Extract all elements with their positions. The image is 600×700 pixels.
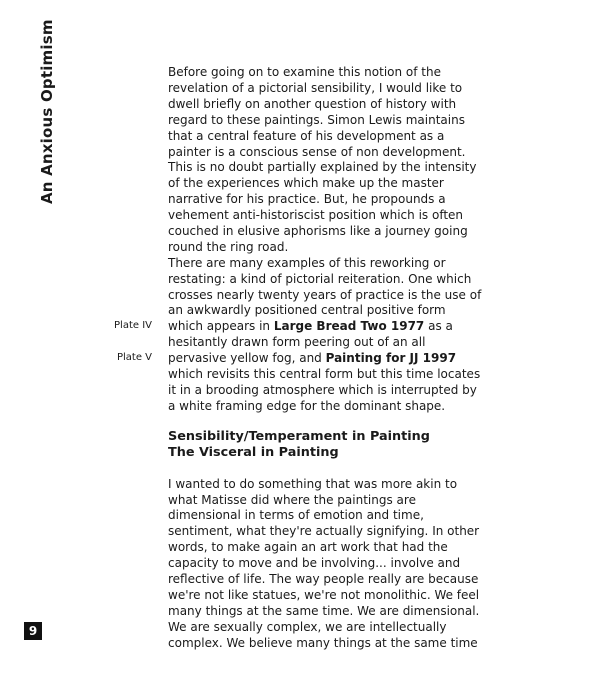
paragraph-1-line: that a central feature of his development as a: [168, 128, 445, 143]
paragraph-2-line: There are many examples of this reworking or: [168, 255, 446, 270]
paragraph-3-line: sentiment, what they're actually signifying. In other: [168, 524, 480, 539]
paragraph-2-text: which appears in: [168, 319, 274, 334]
paragraph-3-line: reflective of life. The way people really are because: [168, 571, 479, 586]
paragraph-3-line: complex. We believe many things at the same time: [168, 635, 478, 650]
paragraph-2-line: crosses nearly twenty years of practice is the use of: [168, 287, 482, 302]
paragraph-3-line: dimensional in terms of emotion and time,: [168, 508, 424, 523]
paragraph-3-line: we're not like statues, we're not monolithic. We feel: [168, 587, 480, 602]
paragraph-2-text: as a: [424, 319, 453, 334]
paragraph-3-line: We are sexually complex, we are intellectually: [168, 619, 447, 634]
paragraph-2-line: hesitantly drawn form peering out of an all: [168, 335, 426, 350]
paragraph-3-line: what Matisse did where the paintings are: [168, 492, 416, 507]
paragraph-1-line: regard to these paintings. Simon Lewis maintains: [168, 112, 465, 127]
margin-note-plate-iv: Plate IV: [114, 320, 152, 332]
paragraph-1-line: vehement anti-historiscist position which is often: [168, 208, 464, 222]
paragraph-3-line: I wanted to do something that was more akin to: [168, 476, 458, 491]
paragraph-3-line: capacity to move and be involving... involve and: [168, 556, 461, 570]
paragraph-1-line: narrative for his practice. But, he propounds a: [168, 192, 446, 207]
paragraph-1-line: This is no doubt partially explained by the intensity: [168, 160, 477, 175]
paragraph-1-line: couched in elusive aphorisms like a journey going: [168, 223, 468, 238]
paragraph-1-line: painter is a conscious sense of non development.: [168, 144, 466, 159]
page-number: 9: [24, 622, 42, 640]
paragraph-2-line: it in a brooding atmosphere which is interrupted by: [168, 382, 477, 397]
paragraph-2-text: pervasive yellow fog, and: [168, 351, 326, 366]
margin-note-plate-v: Plate V: [116, 352, 152, 364]
artwork-title-painting-for-jj: Painting for JJ 1997: [325, 351, 457, 366]
paragraph-2-line: which revisits this central form but this time locates: [168, 367, 481, 381]
paragraph-3-line: words, to make again an art work that had the: [168, 540, 448, 555]
paragraph-1-line: Before going on to examine this notion of the: [168, 65, 441, 79]
paragraph-1-line: revelation of a pictorial sensibility, I would like to: [168, 80, 463, 95]
section-heading: Sensibility/Temperament in Painting: [168, 428, 430, 444]
paragraph-2-line: [168, 318, 453, 334]
running-title: [8, 19, 56, 214]
paragraph-2-line: restating: a kind of pictorial reiteration. One which: [168, 271, 472, 286]
paragraph-1-line: dwell briefly on another question of history with: [168, 96, 457, 111]
paragraph-2-line: an awkwardly positioned central positive form: [168, 303, 446, 318]
paragraph-2-line: [168, 350, 456, 366]
paragraph-3-line: many things at the same time. We are dimensional.: [168, 603, 480, 618]
paragraph-1-line: round the ring road.: [168, 239, 289, 254]
artwork-title-large-bread-two: Large Bread Two 1977: [273, 319, 425, 334]
section-heading: The Visceral in Painting: [168, 444, 339, 460]
paragraph-2-line: a white framing edge for the dominant shape.: [168, 398, 446, 413]
paragraph-1-line: of the experiences which make up the master: [168, 176, 444, 191]
running-title-text: An Anxious Optimism: [38, 19, 56, 204]
